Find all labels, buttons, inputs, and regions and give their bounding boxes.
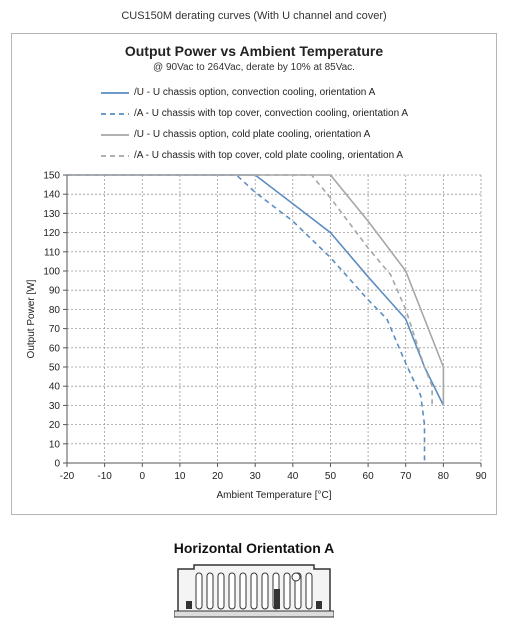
y-tick-label: 10	[48, 439, 60, 451]
unit-component-round	[292, 573, 300, 581]
y-tick-label: 0	[54, 458, 60, 470]
x-tick-label: 20	[211, 471, 224, 482]
legend-label: /U - U chassis option, convection cooling, orientation A	[134, 87, 376, 98]
page-heading: CUS150M derating curves (With U channel and cover)	[121, 10, 387, 22]
unit-component	[306, 573, 312, 609]
x-tick-label: 30	[249, 471, 261, 482]
y-tick-label: 100	[43, 266, 60, 278]
y-tick-label: 140	[43, 189, 60, 201]
unit-component	[218, 573, 224, 609]
y-tick-label: 50	[48, 362, 60, 374]
chart-title: Output Power vs Ambient Temperature	[124, 43, 384, 59]
y-tick-label: 20	[48, 420, 60, 432]
y-tick-label: 150	[43, 170, 60, 182]
y-tick-label: 130	[43, 208, 60, 220]
unit-base-flange	[174, 611, 334, 617]
y-tick-label: 40	[48, 381, 60, 393]
orientation-title: Horizontal Orientation A	[173, 540, 335, 556]
legend-label: /U - U chassis option, cold plate cooling, orientation A	[134, 129, 371, 140]
x-tick-label: 60	[362, 471, 374, 482]
unit-component-dark	[274, 589, 280, 609]
y-tick-label: 80	[48, 304, 60, 316]
y-tick-label: 110	[44, 247, 60, 259]
x-tick-label: 80	[437, 471, 449, 482]
unit-component	[207, 573, 213, 609]
unit-component	[229, 573, 235, 609]
y-tick-label: 120	[43, 228, 60, 240]
legend-label: /A - U chassis with top cover, cold plate cooling, orientation A	[134, 150, 404, 161]
power-supply-unit-illustration	[174, 561, 334, 621]
chart-subtitle: @ 90Vac to 264Vac, derate by 10% at 85Vac.	[153, 62, 355, 73]
unit-component	[196, 573, 202, 609]
x-tick-label: 40	[287, 471, 299, 482]
x-tick-label: 10	[174, 471, 186, 482]
x-tick-label: 70	[400, 471, 412, 482]
legend-label: /A - U chassis with top cover, convection cooling, orientation A	[134, 108, 409, 119]
x-tick-label: 90	[475, 471, 487, 482]
unit-connector	[186, 601, 192, 609]
x-axis-title: Ambient Temperature [°C]	[216, 490, 332, 501]
unit-component	[284, 573, 290, 609]
unit-component	[240, 573, 246, 609]
unit-component	[251, 573, 257, 609]
x-tick-label: -10	[97, 471, 112, 482]
x-tick-label: 0	[139, 471, 146, 482]
y-tick-label: 60	[48, 343, 60, 355]
grid-layer	[67, 175, 481, 463]
y-axis-title: Output Power [W]	[26, 279, 37, 359]
y-tick-label: 70	[48, 324, 60, 336]
plot-area	[67, 175, 481, 463]
y-tick-label: 30	[48, 400, 60, 412]
y-tick-label: 90	[48, 285, 60, 297]
x-tick-label: -20	[59, 471, 75, 482]
x-tick-label: 50	[324, 471, 337, 482]
unit-connector	[316, 601, 322, 609]
unit-component	[262, 573, 268, 609]
